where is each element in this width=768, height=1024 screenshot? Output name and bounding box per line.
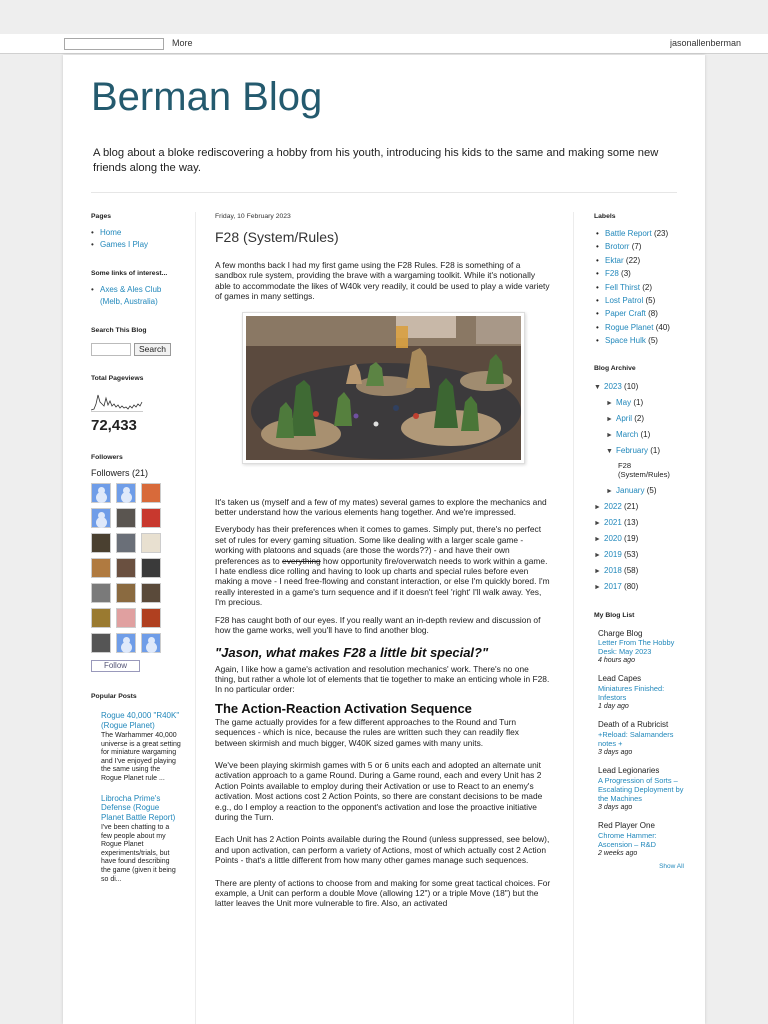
collapsed-toggle-icon: ►	[594, 535, 601, 543]
bloglist-item	[594, 766, 684, 812]
expand-toggle-icon: ▼	[594, 383, 601, 391]
left-column-divider	[195, 212, 196, 1024]
archive-post-link[interactable]: F28 (System/Rules)	[618, 460, 670, 479]
collapsed-toggle-icon: ►	[594, 567, 601, 575]
left-sidebar	[91, 213, 181, 884]
links-widget-title: Some links of interest...	[91, 270, 168, 277]
labels-widget-title: Labels	[594, 213, 616, 220]
follower-avatar[interactable]	[141, 533, 161, 553]
follower-avatar[interactable]	[116, 483, 136, 503]
label-item[interactable]: • F28 (3)	[594, 267, 684, 280]
archive-year-2023[interactable]: ▼ 2023 (10)	[594, 379, 684, 395]
page-link-home[interactable]: • Home	[91, 227, 181, 239]
pageviews-widget-title: Total Pageviews	[91, 375, 144, 382]
expand-toggle-icon: ▼	[606, 447, 613, 455]
bloglist-post-title[interactable]: +Reload: Salamanders notes +	[598, 729, 674, 748]
bloglist-post-title[interactable]: Chrome Hammer: Ascension – R&D	[598, 830, 657, 849]
collapsed-toggle-icon: ►	[594, 583, 601, 591]
archive-year[interactable]: ► 2022 (21)	[594, 499, 684, 515]
popular-post	[91, 794, 181, 885]
blog-title[interactable]: Berman Blog	[91, 75, 323, 119]
archive-year[interactable]: ► 2017 (80)	[594, 579, 684, 595]
wargame-table-image	[246, 316, 521, 460]
pageviews-sparkline	[91, 392, 181, 417]
follower-avatar[interactable]	[116, 633, 136, 653]
pageviews-count: 72,433	[91, 417, 137, 434]
bloglist-blog-name[interactable]: Lead Legionaries	[598, 766, 660, 776]
post-paragraph: Each Unit has 2 Action Points available during the Round (unless suppressed, see below), and upon activation, can perform a variety of Actions, most of which actually cost 2 Action Points - that's a little different from how many other games manage such sequences.	[215, 834, 550, 866]
popular-post-title[interactable]: Rogue 40,000 "R40K" (Rogue Planet)	[101, 711, 180, 730]
post-paragraph: Again, I like how a game's activation and resolution mechanics' work. There's no one thing, but rather a whole lot of elements that tie together to make an enticing whole in F28. In no particular order:	[215, 663, 550, 695]
archive-month-february[interactable]: ▼ February (1)	[594, 443, 684, 459]
popular-post	[91, 711, 181, 784]
bloglist-post-title[interactable]: Letter From The Hobby Desk: May 2023	[598, 638, 675, 657]
archive-year[interactable]: ► 2020 (19)	[594, 531, 684, 547]
bloglist-show-all-link[interactable]: Show All	[659, 862, 684, 870]
collapsed-toggle-icon: ►	[606, 399, 613, 407]
post-paragraph	[215, 524, 551, 607]
archive-widget-title: Blog Archive	[594, 364, 636, 372]
archive-year[interactable]: ► 2021 (13)	[594, 515, 684, 531]
archive-year[interactable]: ► 2019 (53)	[594, 547, 684, 563]
bloglist-item	[594, 629, 684, 666]
follower-avatar[interactable]	[91, 608, 111, 628]
blogger-navbar	[0, 34, 768, 54]
followers-grid	[91, 483, 181, 653]
post-date: Friday, 10 February 2023	[215, 213, 291, 220]
blog-description: A blog about a bloke rediscovering a hobby from his youth, introducing his kids to the same and making some new friends along the way.	[93, 147, 659, 174]
label-item[interactable]: • Space Hulk (5)	[594, 334, 684, 347]
post-heading: The Action-Reaction Activation Sequence	[215, 700, 472, 716]
follower-avatar[interactable]	[116, 608, 136, 628]
post-text: how opportunity fire/overwatch needs to work within a game. I hate endless dice rolling and having to look up charts and special rules before even making a move - I need free-flowing and constant interaction, or else I'm quickly bored. I'm really interested in a game's turn sequence and if it doesn't feel 'right' I'll walk away. Yes, I'm precious.	[215, 555, 550, 608]
search-widget	[91, 343, 181, 356]
label-item[interactable]: • Brotorr (7)	[594, 240, 684, 253]
post-paragraph: The game actually provides for a few different approaches to the Round and Turn sequences - which is nice, because the rules are written such they can readily flex between skirmish and much bigger, W40K sized games with many units.	[215, 716, 519, 748]
collapsed-toggle-icon: ►	[606, 415, 613, 423]
collapsed-toggle-icon: ►	[594, 551, 601, 559]
follower-avatar[interactable]	[91, 483, 111, 503]
follower-avatar[interactable]	[141, 633, 161, 653]
post-heading: "Jason, what makes F28 a little bit special?"	[215, 644, 489, 660]
bloglist-widget-title: My Blog List	[594, 611, 635, 619]
header-divider	[91, 192, 677, 193]
follower-avatar[interactable]	[141, 608, 161, 628]
follower-avatar[interactable]	[91, 558, 111, 578]
post-photo[interactable]	[242, 312, 525, 464]
follower-avatar[interactable]	[91, 508, 111, 528]
popular-post-snippet: The Warhammer 40,000 universe is a great setting for miniature wargaming and I've enjoyed playing the same using the Rogue Planet rule ...	[101, 732, 181, 782]
follow-button[interactable]: Follow	[91, 660, 140, 672]
post-main	[215, 213, 551, 909]
archive-month[interactable]: ► January (5)	[594, 483, 684, 499]
archive-month[interactable]: ► March (1)	[594, 427, 684, 443]
bloglist-post-time: 3 days ago	[598, 804, 633, 812]
bloglist-blog-name[interactable]: Death of a Rubricist	[598, 720, 669, 730]
label-item[interactable]: • Ektar (22)	[594, 254, 684, 267]
post-text: Everybody has their preferences when it comes to games. Simply put, there's no perfect set of rules for every gaming situation. Some like dealing with a larger scale game - working with platoons and squads (are those the words??) - and have their own preferences as to	[215, 524, 542, 566]
popular-post-title[interactable]: Librocha Prime's Defense (Rogue Planet Battle Report)	[101, 793, 176, 822]
bloglist-item	[594, 821, 684, 858]
collapsed-toggle-icon: ►	[606, 487, 613, 495]
right-sidebar	[594, 213, 684, 870]
link-axes-ales[interactable]: • Axes & Ales Club (Melb, Australia)	[91, 284, 181, 308]
navbar-more-link[interactable]: More	[172, 38, 193, 48]
collapsed-toggle-icon: ►	[594, 519, 601, 527]
bloglist-blog-name[interactable]: Lead Capes	[598, 674, 642, 684]
follower-avatar[interactable]	[116, 558, 136, 578]
followers-count-label[interactable]: Followers (21)	[91, 468, 149, 478]
follower-avatar[interactable]	[116, 583, 136, 603]
post-paragraph: It's taken us (myself and a few of my mates) several games to explore the mechanics and better understand how the various elements hang together. And we're impressed.	[215, 496, 547, 518]
label-item[interactable]: • Battle Report (23)	[594, 227, 684, 240]
follower-avatar[interactable]	[141, 508, 161, 528]
post-text-strikethrough: everything	[282, 555, 321, 566]
right-column-divider	[573, 212, 574, 1024]
bloglist-item	[594, 674, 684, 711]
bloglist-post-time: 1 day ago	[598, 703, 629, 711]
pages-widget-title: Pages	[91, 213, 112, 220]
label-item[interactable]: • Lost Patrol (5)	[594, 294, 684, 307]
archive-year[interactable]: ► 2018 (58)	[594, 563, 684, 579]
post-paragraph: A few months back I had my first game using the F28 Rules. F28 is something of a sandbox rule system, providing the brave with a wargaming toolkit. While it's notionally able to accommodate the likes of W40k very readily, it could be used to play a wide variety of games in many settings.	[215, 260, 550, 302]
navbar-search-input[interactable]	[64, 38, 164, 50]
bloglist-post-title[interactable]: A Progression of Sorts – Escalating Deployment by the Machines	[598, 775, 684, 803]
bloglist-post-time: 2 weeks ago	[598, 849, 638, 857]
popular-post-snippet: I've been chatting to a few people about my Rogue Planet experiments/trials, but have found describing the game (given it being so di...	[101, 824, 176, 883]
page-link-games[interactable]: • Games I Play	[91, 239, 181, 251]
follower-avatar[interactable]	[141, 583, 161, 603]
follower-avatar[interactable]	[91, 583, 111, 603]
collapsed-toggle-icon: ►	[606, 431, 613, 439]
post-paragraph: F28 has caught both of our eyes. If you really want an in-depth review and discussion of how the game works, well you'll have to find another blog.	[215, 614, 541, 636]
followers-widget-title: Followers	[91, 454, 123, 461]
bloglist-item	[594, 720, 684, 757]
label-item[interactable]: • Fell Thirst (2)	[594, 281, 684, 294]
post-title[interactable]: F28 (System/Rules)	[215, 229, 339, 245]
popular-posts-title: Popular Posts	[91, 693, 137, 700]
follower-avatar[interactable]	[141, 483, 161, 503]
follower-avatar[interactable]	[141, 558, 161, 578]
navbar-user-link[interactable]: jasonallenberman	[670, 38, 742, 48]
bloglist-post-time: 3 days ago	[598, 749, 633, 757]
follower-avatar[interactable]	[116, 508, 136, 528]
follower-avatar[interactable]	[91, 633, 111, 653]
bloglist-blog-name[interactable]: Charge Blog	[598, 628, 643, 638]
post-paragraph: There are plenty of actions to choose from and making for some great tactical choices. For example, a Unit can perform a double Move (allowing 12") or a triple Move (18") but the latter leaves the Unit more vulnerable to fire. Also, an activated	[215, 877, 551, 909]
pages-list	[91, 227, 181, 251]
label-item[interactable]: • Rogue Planet (40)	[594, 321, 684, 334]
follower-avatar[interactable]	[91, 533, 111, 553]
archive-tree	[594, 379, 684, 595]
search-input[interactable]	[91, 343, 131, 356]
archive-month[interactable]: ► May (1)	[594, 395, 684, 411]
follower-avatar[interactable]	[116, 533, 136, 553]
bloglist-post-title[interactable]: Miniatures Finished: Infestors	[598, 683, 665, 703]
labels-list	[594, 227, 684, 348]
collapsed-toggle-icon: ►	[594, 503, 601, 511]
search-widget-title: Search This Blog	[91, 327, 147, 334]
label-item[interactable]: • Paper Craft (8)	[594, 307, 684, 320]
post-paragraph: We've been playing skirmish games with 5 or 6 units each and adopted an alternate unit activation approach to a game Round. During a Game round, each and every Unit has 2 Action Points available to employ during their Activation or use to React to an enemy's activation. Most actions cost 2 Action Points, so there are constant decisions to be made e.g., do I employ a reaction to the opponent's activation and lose the proactive initiative during the Turn.	[215, 759, 543, 822]
bloglist-post-time: 4 hours ago	[598, 657, 635, 665]
bloglist-blog-name[interactable]: Red Player One	[598, 821, 655, 831]
links-list	[91, 284, 181, 308]
search-button[interactable]: Search	[134, 343, 171, 356]
archive-month[interactable]: ► April (2)	[594, 411, 684, 427]
blog-page	[63, 55, 705, 1024]
